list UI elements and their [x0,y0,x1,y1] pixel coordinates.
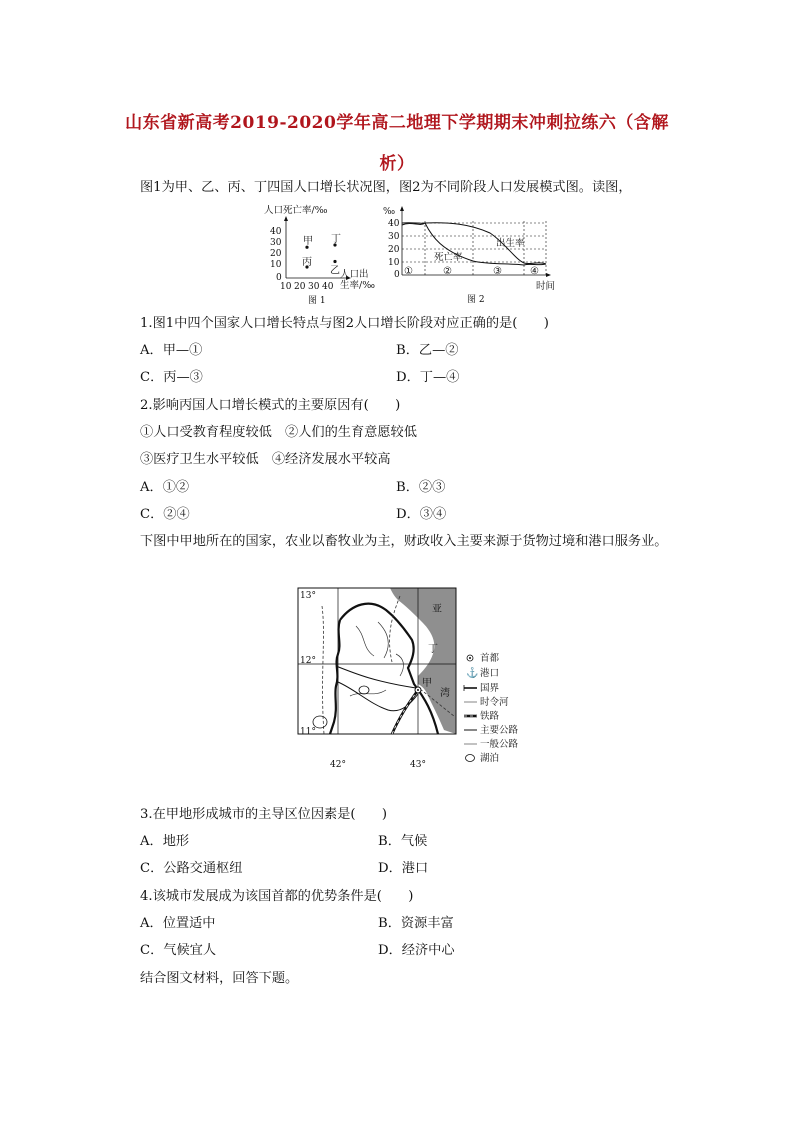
fig1-point-label: 甲 [303,236,313,248]
fig1-xlabel: 人口出 [340,269,369,280]
fig2-ytick: 40 [388,219,400,229]
fig1-ylabel: 人口死亡率/‰ [264,205,328,216]
legend-label: 铁路 [480,711,500,722]
intro-text-1: 图1为甲、乙、丙、丁四国人口增长状况图，图2为不同阶段人口发展模式图。读图， [140,180,632,195]
document-title-line2: 析） [379,154,415,174]
question-3: 3.在甲地形成城市的主导区位因素是( ) [140,807,388,822]
figure-1-scatter [262,200,387,308]
fig1-xtick: 20 [294,282,306,292]
q4-option-a: A．位置适中 [140,916,216,931]
q1-option-d: D．丁—④ [396,370,460,385]
map-lat-label: 12° [300,656,316,666]
q1-option-a: A．甲—① [140,343,203,358]
fig1-xlabel: 生率/‰ [340,280,375,291]
fig1-caption: 图 1 [308,296,326,306]
map-place-label: 甲 [422,678,432,689]
fig2-ytick: 10 [388,258,400,268]
legend-label: 湖泊 [480,753,500,764]
port-legend-icon: ⚓ [466,668,479,679]
q2-statements-1: ①人口受教育程度较低 ②人们的生育意愿较低 [140,425,417,440]
figure-2-stages [380,203,560,309]
fig2-death-label: 死亡率 [434,252,463,263]
fig1-point-label: 丁 [331,234,341,245]
fig2-ytick: 20 [388,245,400,255]
fig1-point-label: 乙 [330,265,340,277]
q4-option-b: B．资源丰富 [378,916,454,931]
legend-label: 一般公路 [480,739,519,750]
fig1-ytick: 30 [270,238,282,248]
map-lat-label: 13° [300,591,316,601]
fig1-ytick: 40 [270,227,282,237]
fig2-ytick: 30 [388,232,400,242]
q2-option-b: B．②③ [396,480,446,495]
fig2-birth-label: 出生率 [496,238,525,249]
fig1-ytick: 0 [276,273,282,283]
q4-option-c: C．气候宜人 [140,943,217,958]
q2-statements-2: ③医疗卫生水平较低 ④经济发展水平较高 [140,452,391,467]
legend-label: 首都 [480,653,500,664]
q4-option-d: D．经济中心 [378,943,455,958]
map-legend [464,652,519,764]
fig2-ytick: 0 [394,270,400,280]
map-lon-label: 42° [330,760,346,770]
fig2-xlabel: 时间 [536,281,556,292]
question-4: 4.该城市发展成为该国首都的优势条件是( ) [140,889,414,904]
map-place-label: 亚 [432,604,442,615]
map-lon-label: 43° [410,760,426,770]
q3-option-a: A．地形 [140,834,190,849]
fig2-unit: ‰ [383,207,396,217]
q2-option-a: A．①② [140,480,190,495]
lake-icon [359,686,369,694]
q2-option-d: D．③④ [396,507,447,522]
closing-instruction: 结合图文材料，回答下题。 [140,971,299,986]
document-title-line1: 山东省新高考2019-2020学年高二地理下学期期末冲刺拉练六（含解 [125,113,669,133]
fig1-xtick: 40 [322,282,334,292]
fig1-point-label: 丙 [302,257,312,268]
legend-label: 国界 [480,683,500,694]
fig2-stage: ④ [530,266,539,277]
q3-option-c: C．公路交通枢纽 [140,861,243,876]
question-2: 2.影响丙国人口增长模式的主要原因有( ) [140,398,401,413]
question-1: 1.图1中四个国家人口增长特点与图2人口增长阶段对应正确的是( ) [140,316,549,331]
fig1-ytick: 10 [270,260,282,270]
djibouti-map [296,586,532,772]
fig2-caption: 图 2 [467,295,485,305]
fig1-xtick: 30 [308,282,320,292]
q2-option-c: C．②④ [140,507,190,522]
q3-option-b: B．气候 [378,834,428,849]
q1-option-b: B．乙—② [396,343,459,358]
fig2-stage: ① [404,266,413,277]
intro-text-2: 下图中甲地所在的国家，农业以畜牧业为主，财政收入主要来源于货物过境和港口服务业。 [140,534,668,549]
fig2-stage: ③ [493,266,502,277]
legend-label: 时令河 [480,697,509,708]
sea-area [390,588,456,734]
q3-option-d: D．港口 [378,861,429,876]
map-place-label: 丁 [428,644,438,655]
legend-label: 主要公路 [480,725,519,736]
lake-legend-icon [466,755,475,762]
map-place-label: 湾 [440,688,450,699]
fig2-stage: ② [443,266,452,277]
fig1-point [333,260,336,263]
map-lat-label: 11° [300,727,316,737]
q1-option-c: C．丙—③ [140,370,203,385]
fig1-xtick: 10 [280,282,292,292]
legend-label: 港口 [480,668,500,679]
fig1-ytick: 20 [270,249,282,259]
